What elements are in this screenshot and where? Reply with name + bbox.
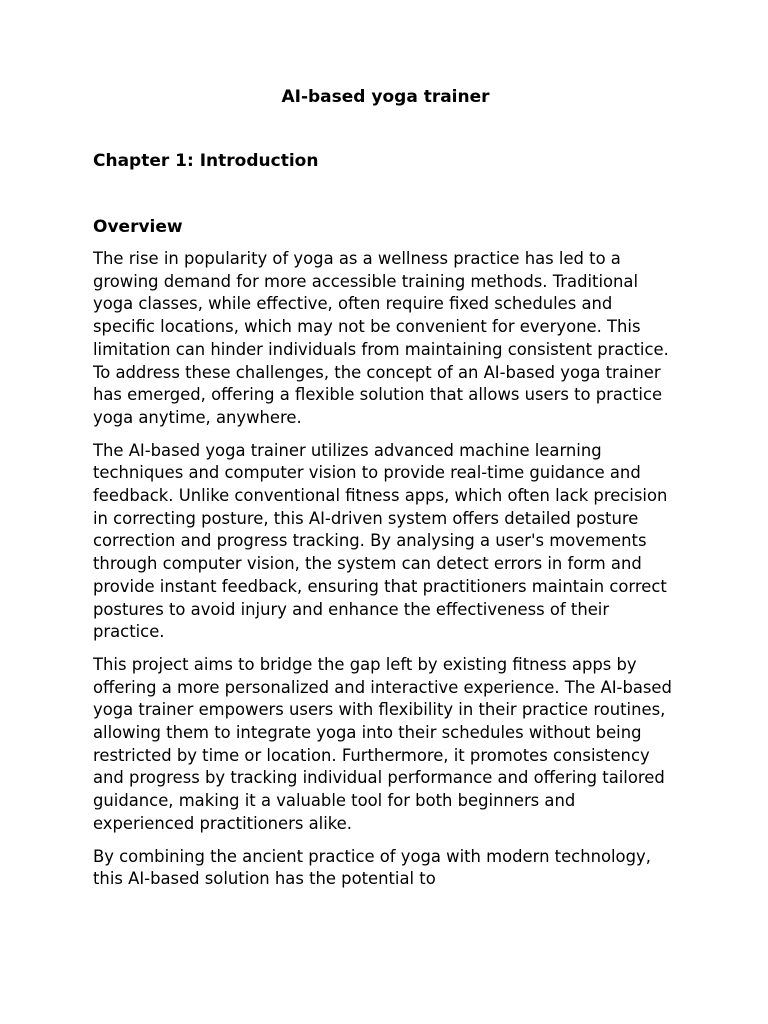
document-title: AI-based yoga trainer xyxy=(281,87,490,107)
paragraph-1: The rise in popularity of yoga as a wellness practice has led to a growing demand for more accessible training methods. Traditional yoga classes, while effective, often require fixed schedules and specific locations, which may not be convenient for everyone. This limitation can hinder individuals from maintaining consistent practice. To address these challenges, the concept of an AI-based yoga trainer has emerged, offering a flexible solution that allows users to practice yoga anytime, anywhere. xyxy=(93,249,669,427)
paragraph-2: The AI-based yoga trainer utilizes advanced machine learning techniques and computer vision to provide real-time guidance and feedback. Unlike conventional fitness apps, which often lack precision in correcting posture, this AI-driven system offers detailed posture correction and progress tracking. By analysing a user's movements through computer vision, the system can detect errors in form and provide instant feedback, ensuring that practitioners maintain correct postures to avoid injury and enhance the effectiveness of their practice. xyxy=(93,440,668,642)
body-text xyxy=(93,248,678,901)
chapter-heading: Chapter 1: Introduction xyxy=(93,151,319,171)
paragraph-3: This project aims to bridge the gap left by existing fitness apps by offering a more personalized and interactive experience. The AI-based yoga trainer empowers users with flexibility in their practice routines, allowing them to integrate yoga into their schedules without being restricted by time or location. Furthermore, it promotes consistency and progress by tracking individual performance and offering tailored guidance, making it a valuable tool for both beginners and experienced practitioners alike. xyxy=(93,654,672,833)
paragraph-4: By combining the ancient practice of yoga with modern technology, this AI-based solution has the potential to xyxy=(93,846,651,889)
section-heading: Overview xyxy=(93,217,183,237)
